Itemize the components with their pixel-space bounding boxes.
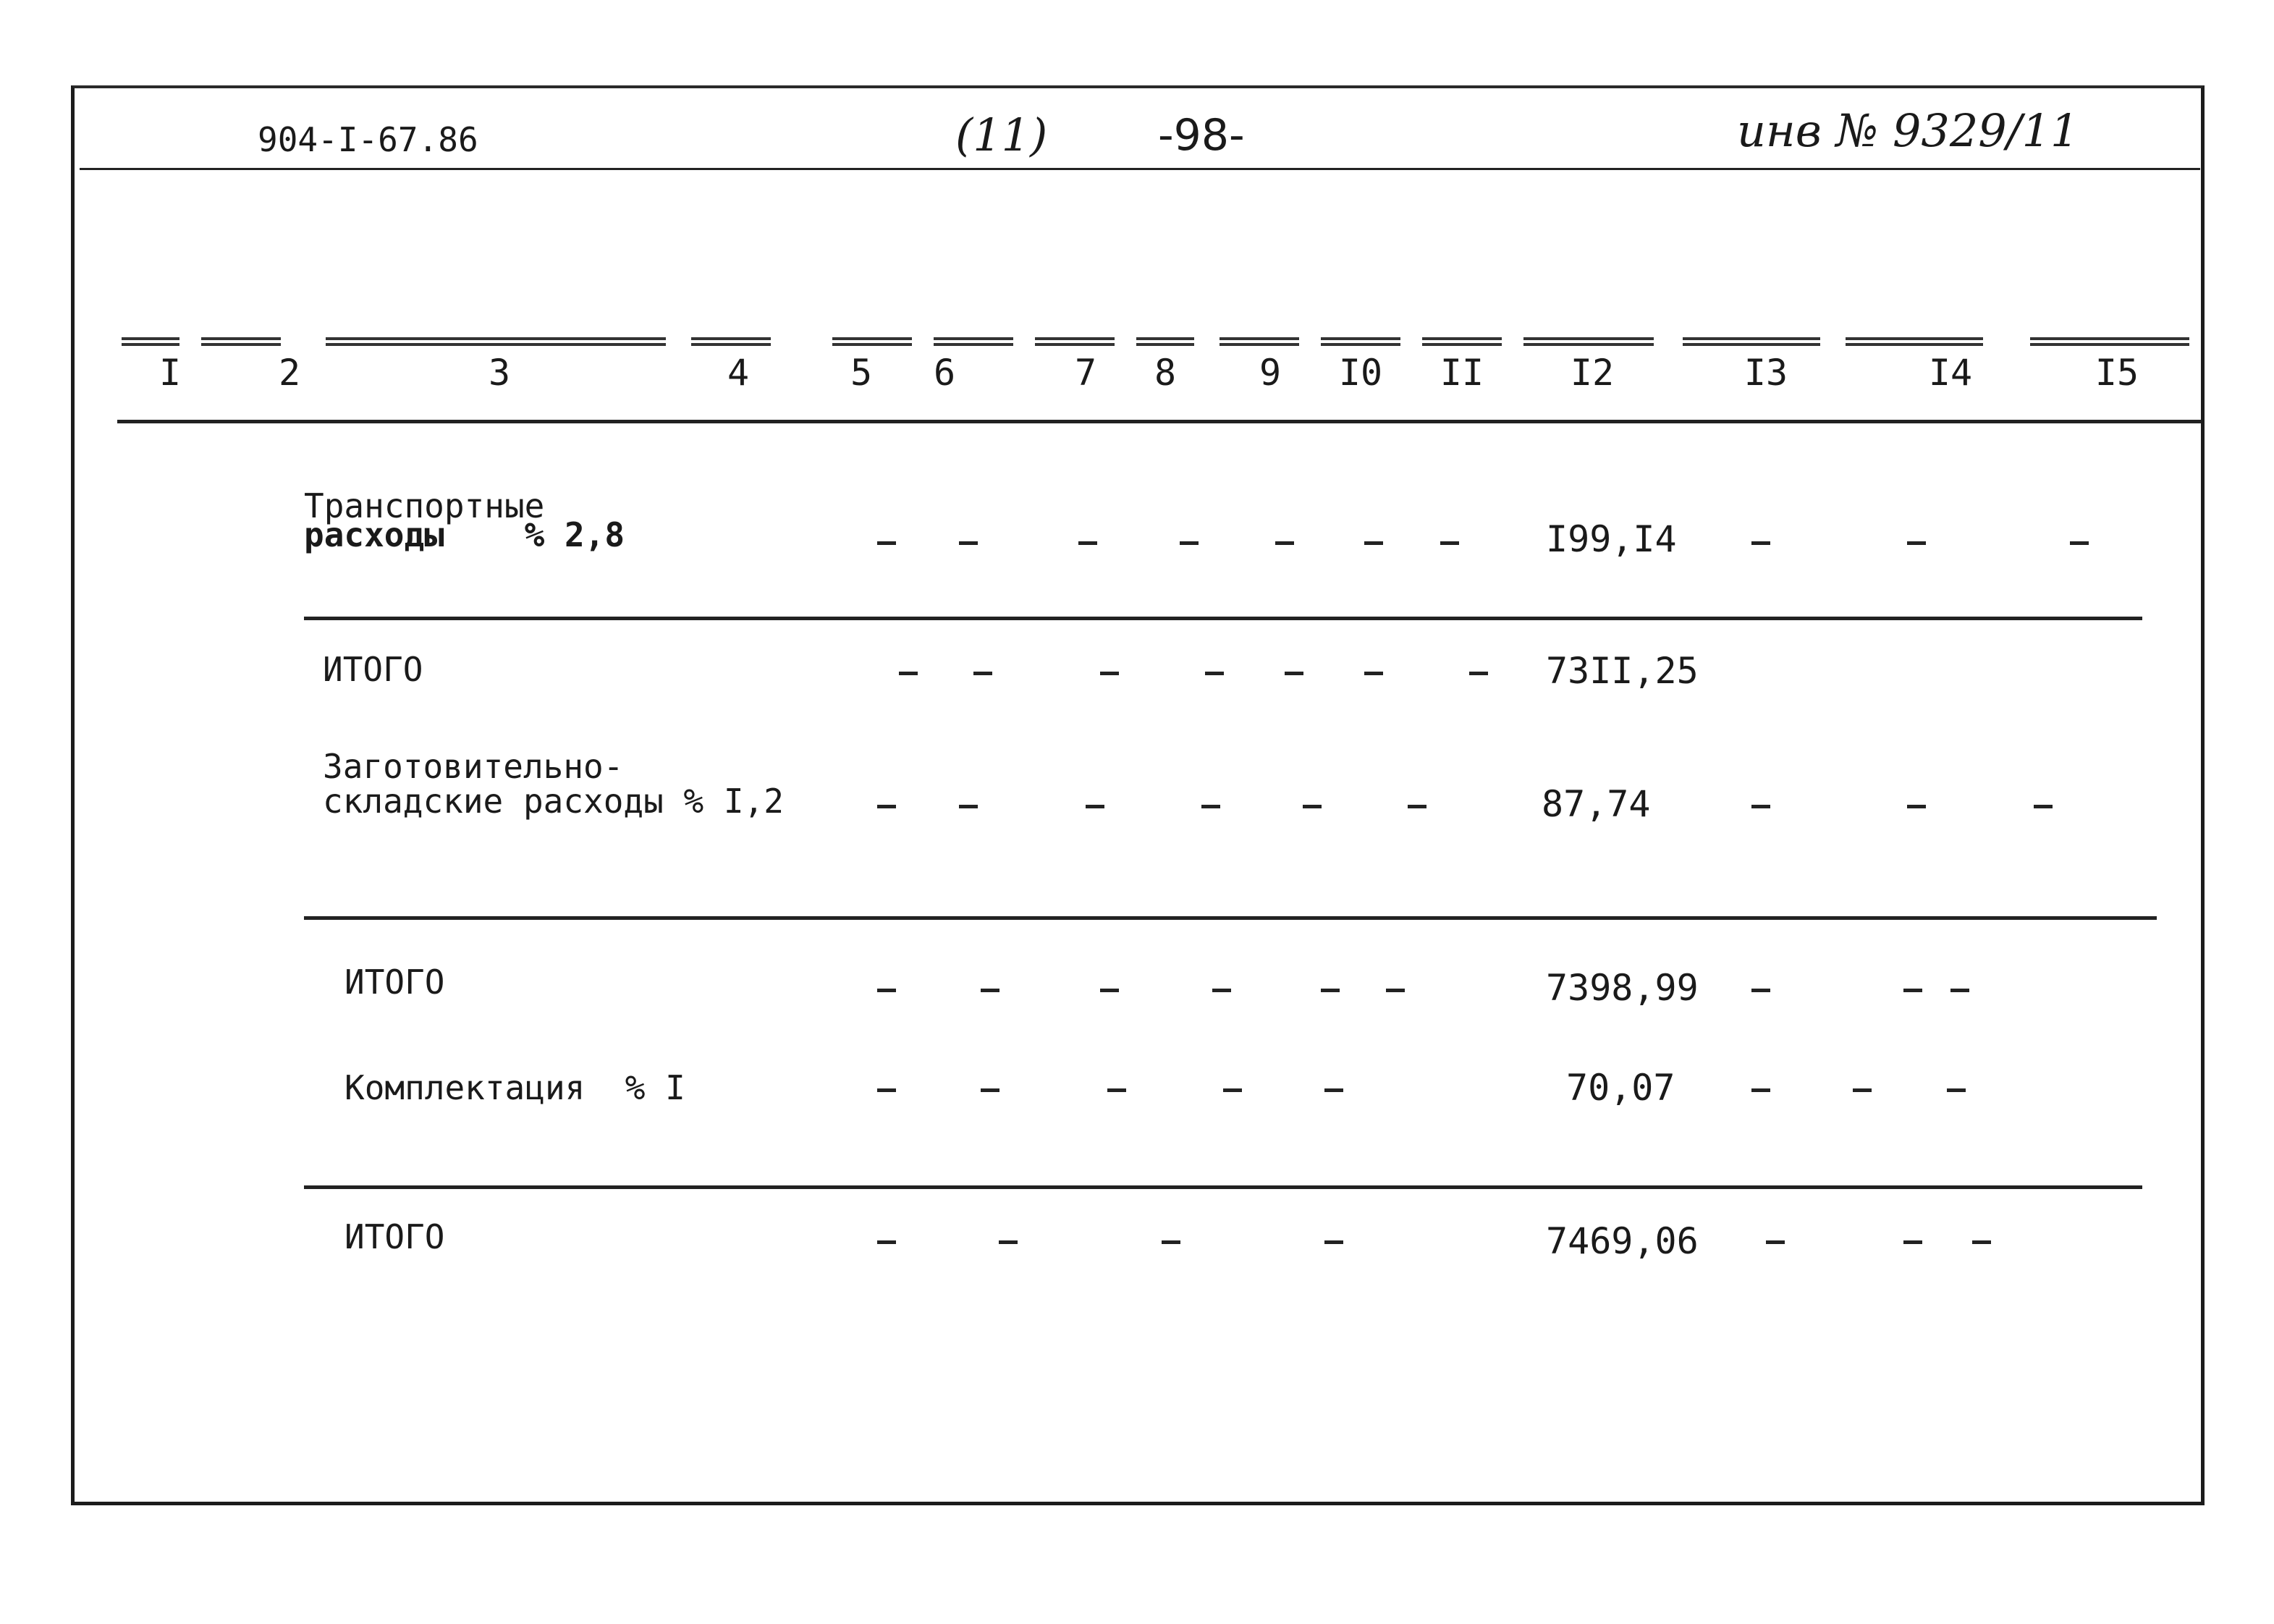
row-label: ИТОГО <box>323 650 423 689</box>
empty-dash <box>1751 541 1770 545</box>
empty-dash <box>2070 541 2089 545</box>
empty-dash <box>1324 1088 1343 1092</box>
empty-dash <box>1162 1240 1180 1244</box>
col-rule <box>832 337 912 346</box>
empty-dash <box>1469 672 1488 675</box>
empty-dash <box>1766 1240 1785 1244</box>
empty-dash <box>1408 805 1426 808</box>
empty-dash <box>1086 805 1104 808</box>
column-number: 5 <box>850 352 873 394</box>
empty-dash <box>877 1240 896 1244</box>
empty-dash <box>1364 541 1383 545</box>
header-divider <box>80 168 2200 170</box>
col-rule <box>1321 337 1400 346</box>
column-number: I3 <box>1743 352 1788 394</box>
col-rule <box>1683 337 1820 346</box>
empty-dash <box>1212 989 1231 992</box>
empty-dash <box>1907 541 1926 545</box>
column-number: I4 <box>1928 352 1973 394</box>
empty-dash <box>1275 541 1294 545</box>
column-number: I2 <box>1570 352 1615 394</box>
col-rule <box>326 337 666 346</box>
empty-dash <box>1364 672 1383 675</box>
empty-dash <box>1947 1088 1966 1092</box>
empty-dash <box>1201 805 1220 808</box>
empty-dash <box>1853 1088 1872 1092</box>
subtotal-rule <box>304 1185 2142 1189</box>
subtotal-rule <box>304 916 2157 920</box>
page-number: -98- <box>1158 110 1245 161</box>
empty-dash <box>1751 1088 1770 1092</box>
column-number: 6 <box>933 352 956 394</box>
empty-dash <box>877 1088 896 1092</box>
empty-dash <box>1303 805 1322 808</box>
column-number: I <box>158 352 182 394</box>
row-label: ИТОГО <box>345 963 445 1002</box>
empty-dash <box>1107 1088 1126 1092</box>
empty-dash <box>981 989 999 992</box>
empty-dash <box>877 805 896 808</box>
col-rule <box>1523 337 1654 346</box>
row-label: складские расходы % I,2 <box>323 782 784 821</box>
sheet-number: (11) <box>955 109 1048 161</box>
row-label: Заготовительно- <box>323 747 624 786</box>
empty-dash <box>1078 541 1097 545</box>
column-number: 8 <box>1154 352 1177 394</box>
row-label: Транспортные <box>304 486 545 525</box>
row-value: 87,74 <box>1542 783 1651 825</box>
col-rule <box>1422 337 1502 346</box>
empty-dash <box>1285 672 1303 675</box>
empty-dash <box>999 1240 1018 1244</box>
empty-dash <box>1386 989 1405 992</box>
row-value: I99,I4 <box>1546 518 1677 560</box>
empty-dash <box>1100 989 1119 992</box>
empty-dash <box>1223 1088 1242 1092</box>
header-bottom-rule <box>117 420 2202 423</box>
col-rule <box>1220 337 1299 346</box>
col-rule <box>691 337 771 346</box>
inventory-number: инв № 9329/11 <box>1737 104 2079 157</box>
column-number: 2 <box>278 352 301 394</box>
column-number: 9 <box>1259 352 1282 394</box>
row-value: 7469,06 <box>1546 1220 1699 1262</box>
col-rule <box>201 337 281 346</box>
column-number: 4 <box>727 352 750 394</box>
column-number: I5 <box>2095 352 2139 394</box>
empty-dash <box>1100 672 1119 675</box>
col-rule <box>1136 337 1194 346</box>
col-rule <box>122 337 179 346</box>
col-rule <box>2030 337 2189 346</box>
empty-dash <box>1907 805 1926 808</box>
empty-dash <box>877 989 896 992</box>
row-label: Комплектация % I <box>345 1068 685 1107</box>
empty-dash <box>1751 989 1770 992</box>
row-value: 73II,25 <box>1546 650 1699 692</box>
empty-dash <box>1972 1240 1991 1244</box>
empty-dash <box>981 1088 999 1092</box>
row-value: 70,07 <box>1566 1067 1675 1109</box>
empty-dash <box>1205 672 1224 675</box>
col-rule <box>1035 337 1115 346</box>
empty-dash <box>1751 805 1770 808</box>
subtotal-rule <box>304 617 2142 620</box>
row-value: 7398,99 <box>1546 967 1699 1009</box>
document-code: 904-I-67.86 <box>258 120 478 159</box>
column-number: 3 <box>488 352 511 394</box>
column-number: I0 <box>1338 352 1383 394</box>
empty-dash <box>877 541 896 545</box>
row-label: ИТОГО <box>345 1217 445 1256</box>
empty-dash <box>1903 1240 1922 1244</box>
empty-dash <box>2034 805 2053 808</box>
empty-dash <box>959 541 978 545</box>
empty-dash <box>959 805 978 808</box>
column-number: II <box>1440 352 1484 394</box>
empty-dash <box>1321 989 1340 992</box>
empty-dash <box>973 672 992 675</box>
row-label: расходы % 2,8 <box>304 515 625 554</box>
empty-dash <box>899 672 918 675</box>
empty-dash <box>1180 541 1199 545</box>
empty-dash <box>1903 989 1922 992</box>
col-rule <box>934 337 1013 346</box>
empty-dash <box>1440 541 1459 545</box>
empty-dash <box>1950 989 1969 992</box>
col-rule <box>1846 337 1983 346</box>
empty-dash <box>1324 1240 1343 1244</box>
column-number: 7 <box>1074 352 1097 394</box>
